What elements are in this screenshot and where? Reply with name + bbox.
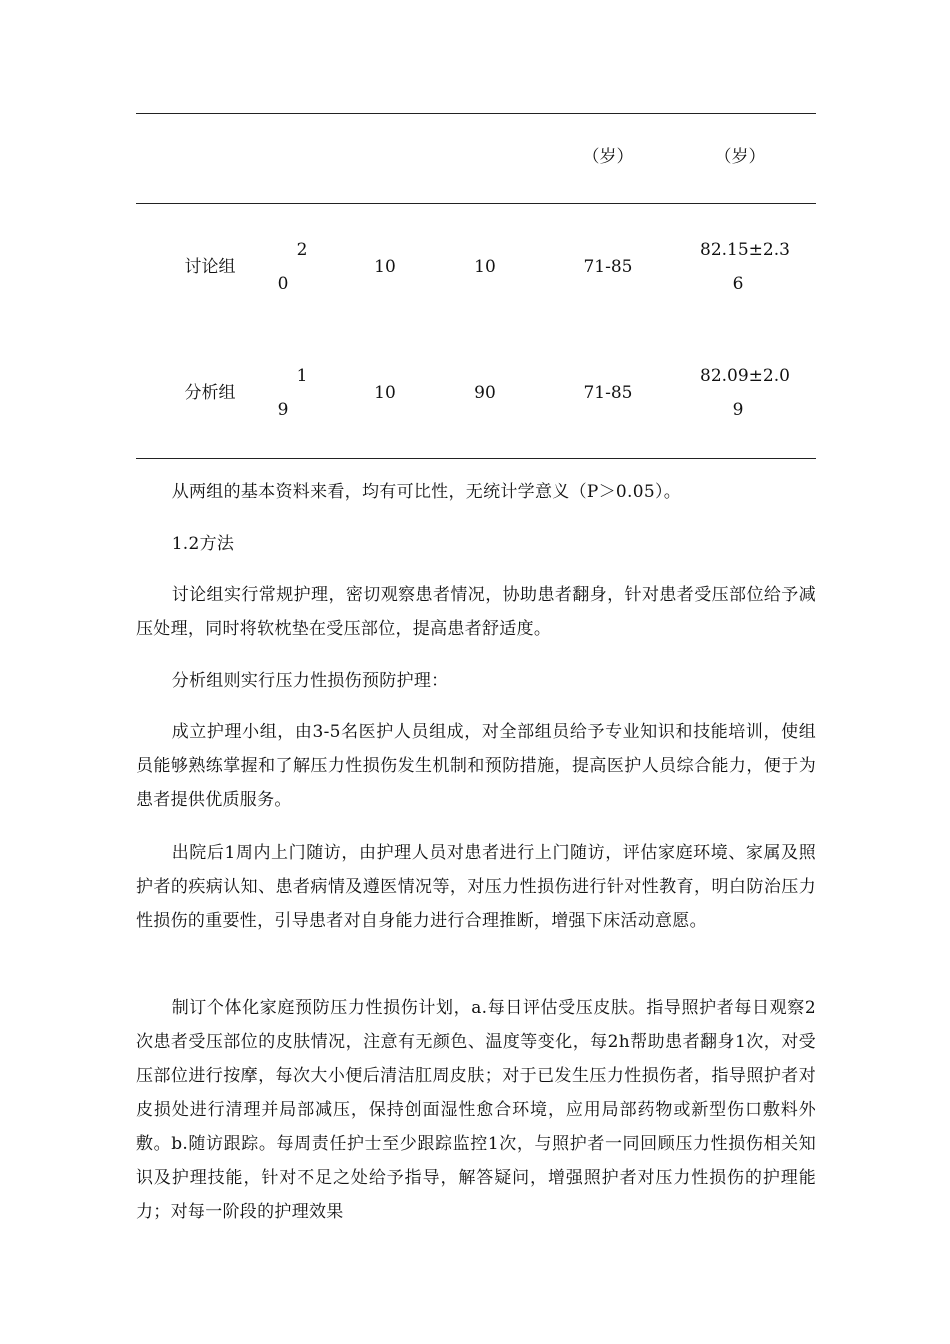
age-mean-line1: 82.15±2.3: [700, 240, 790, 260]
age-range: 71-85: [583, 383, 633, 403]
sample-count-line1: 2: [296, 240, 308, 260]
age-mean-line1: 82.09±2.0: [700, 366, 790, 386]
col4-value: 90: [474, 383, 496, 403]
table-top-rule: [136, 113, 816, 114]
header-unit-age-range: （岁）: [582, 147, 634, 167]
sample-count-line1: 1: [296, 366, 308, 386]
paragraph-individual-plan: 制订个体化家庭预防压力性损伤计划，a.每日评估受压皮肤。指导照护者每日观察2次患者受压部位的皮肤情况，注意有无颜色、温度等变化，每2h帮助患者翻身1次，对受压部位进行按摩，每次大小便后清洁肛周皮肤；对于已发生压力性损伤者，指导照护者对皮损处进行清理并局部减压，保持创面湿性愈合环境，应用局部药物或新型伤口敷料外敷。b.随访跟踪。每周责任护士至少跟踪监控1次，与照护者一同回顾压力性损伤相关知识及护理技能，针对不足之处给予指导，解答疑问，增强照护者对压力性损伤的护理能力；对每一阶段的护理效果: [136, 998, 816, 1222]
col3-value: 10: [374, 383, 396, 403]
paragraph-nursing-team: 成立护理小组，由3-5名医护人员组成，对全部组员给予专业知识和技能培训，使组员能够熟练掌握和了解压力性损伤发生机制和预防措施，提高医护人员综合能力，便于为患者提供优质服务。: [136, 722, 816, 810]
paragraph-discussion-group: 讨论组实行常规护理，密切观察患者情况，协助患者翻身，针对患者受压部位给予减压处理，同时将软枕垫在受压部位，提高患者舒适度。: [136, 585, 816, 639]
paragraph-home-visit: 出院后1周内上门随访，由护理人员对患者进行上门随访，评估家庭环境、家属及照护者的疾病认知、患者病情及遵医情况等，对压力性损伤进行针对性教育，明白防治压力性损伤的重要性，引导患者对自身能力进行合理推断，增强下床活动意愿。: [136, 843, 816, 931]
table-header-rule: [136, 203, 816, 204]
sample-count-line2: 0: [277, 274, 289, 294]
sample-count-line2: 9: [277, 400, 289, 420]
col4-value: 10: [474, 257, 496, 277]
paragraph-analysis-group-intro: 分析组则实行压力性损伤预防护理：: [171, 671, 449, 691]
age-mean-line2: 9: [732, 400, 744, 420]
comparability-statement: 从两组的基本资料来看，均有可比性，无统计学意义（P＞0.05）。: [171, 482, 682, 502]
age-mean-line2: 6: [732, 274, 744, 294]
age-range: 71-85: [583, 257, 633, 277]
col3-value: 10: [374, 257, 396, 277]
group-name: 讨论组: [184, 257, 236, 277]
group-name: 分析组: [184, 383, 236, 403]
header-unit-age-mean: （岁）: [714, 147, 766, 167]
table-bottom-rule: [136, 458, 816, 459]
section-heading-methods: 1.2方法: [171, 534, 235, 554]
